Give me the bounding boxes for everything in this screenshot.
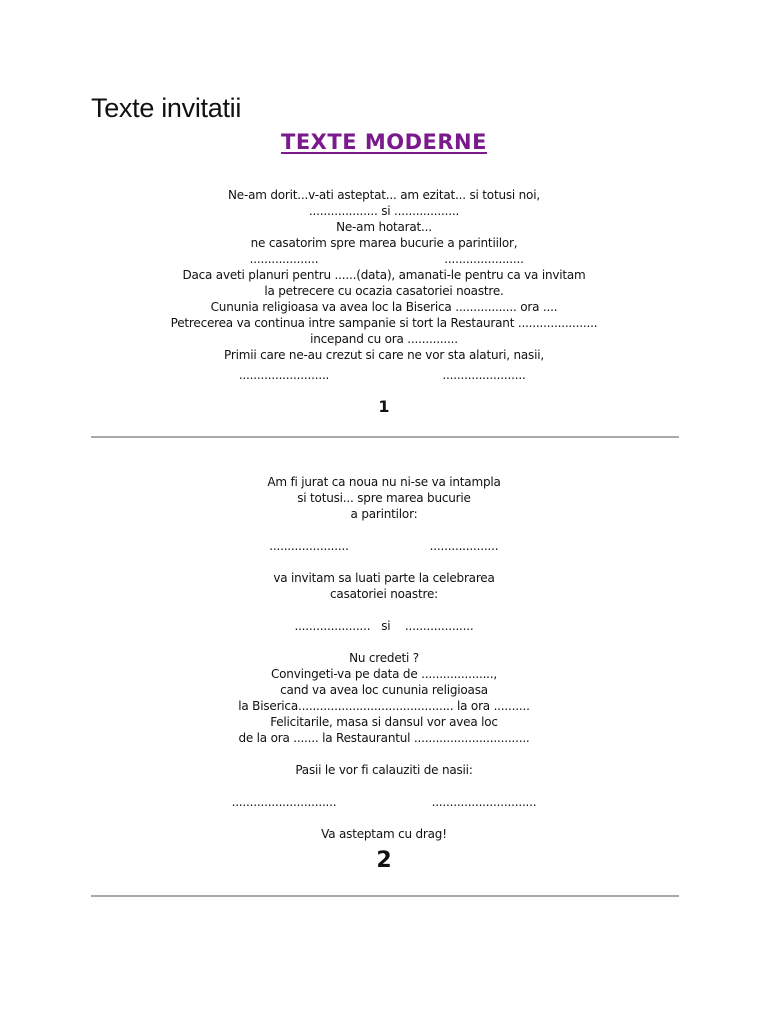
section-heading: TEXTE MODERNE bbox=[281, 130, 487, 154]
invitation-line: la Biserica........................................... la ora .......... bbox=[238, 699, 530, 713]
parents-placeholder-row bbox=[0, 538, 768, 554]
couple-placeholder-line: ..................... si ................... bbox=[294, 619, 474, 633]
section-divider bbox=[91, 436, 679, 438]
section-divider bbox=[91, 895, 679, 897]
invitation-line: Petrecerea va continua intre sampanie si tort la Restaurant ...................... bbox=[170, 316, 598, 330]
invitation-line: la petrecere cu ocazia casatoriei noastre. bbox=[264, 284, 504, 298]
invitation-line: Ne-am hotarat... bbox=[336, 220, 432, 234]
invitation-line: Daca aveti planuri pentru ......(data), amanati-le pentru ca va invitam bbox=[182, 268, 586, 282]
names-placeholder-row bbox=[0, 251, 768, 267]
name-placeholder-left: ................... bbox=[249, 252, 319, 266]
godparents-placeholder-row bbox=[0, 794, 768, 810]
godparent-placeholder-right: ............................. bbox=[431, 795, 537, 809]
invitation-line: Primii care ne-au crezut si care ne vor sta alaturi, nasii, bbox=[224, 348, 544, 362]
invitation-line: casatoriei noastre: bbox=[330, 587, 438, 601]
invitation-line: cand va avea loc cununia religioasa bbox=[280, 683, 488, 697]
document-title: Texte invitatii bbox=[91, 93, 242, 123]
invitation-line: si totusi... spre marea bucurie bbox=[297, 491, 471, 505]
godparent-placeholder-left: ......................... bbox=[238, 368, 330, 382]
invitation-line: va invitam sa luati parte la celebrarea bbox=[273, 571, 495, 585]
godparent-placeholder-right: ....................... bbox=[442, 368, 526, 382]
godparents-label: Pasii le vor fi calauziti de nasii: bbox=[295, 763, 473, 777]
invitation-line: ne casatorim spre marea bucurie a parintiilor, bbox=[250, 236, 518, 250]
invitation-2 bbox=[0, 474, 768, 842]
invitation-1 bbox=[0, 187, 768, 383]
invitation-line: Cununia religioasa va avea loc la Biserica ................. ora .... bbox=[210, 300, 558, 314]
parent-placeholder-right: ................... bbox=[429, 539, 499, 553]
invitation-line: ................... si .................. bbox=[308, 204, 460, 218]
godparent-placeholder-left: ............................. bbox=[231, 795, 337, 809]
invitation-number-1: 1 bbox=[378, 397, 390, 416]
invitation-line: Am fi jurat ca noua nu ni-se va intampla bbox=[267, 475, 501, 489]
closing-line: Va asteptam cu drag! bbox=[321, 827, 447, 841]
invitation-line: de la ora ....... la Restaurantul ................................ bbox=[238, 731, 530, 745]
invitation-line: Ne-am dorit...v-ati asteptat... am ezitat... si totusi noi, bbox=[228, 188, 540, 202]
invitation-number-2: 2 bbox=[376, 848, 392, 873]
invitation-line: incepand cu ora .............. bbox=[310, 332, 458, 346]
parent-placeholder-left: ...................... bbox=[269, 539, 349, 553]
name-placeholder-right: ...................... bbox=[444, 252, 524, 266]
invitation-line: Nu credeti ? bbox=[349, 651, 419, 665]
invitation-line: a parintilor: bbox=[350, 507, 418, 521]
invitation-line: Convingeti-va pe data de ...................., bbox=[270, 667, 498, 681]
invitation-line: Felicitarile, masa si dansul vor avea loc bbox=[270, 715, 498, 729]
godparents-placeholder-row bbox=[0, 367, 768, 383]
